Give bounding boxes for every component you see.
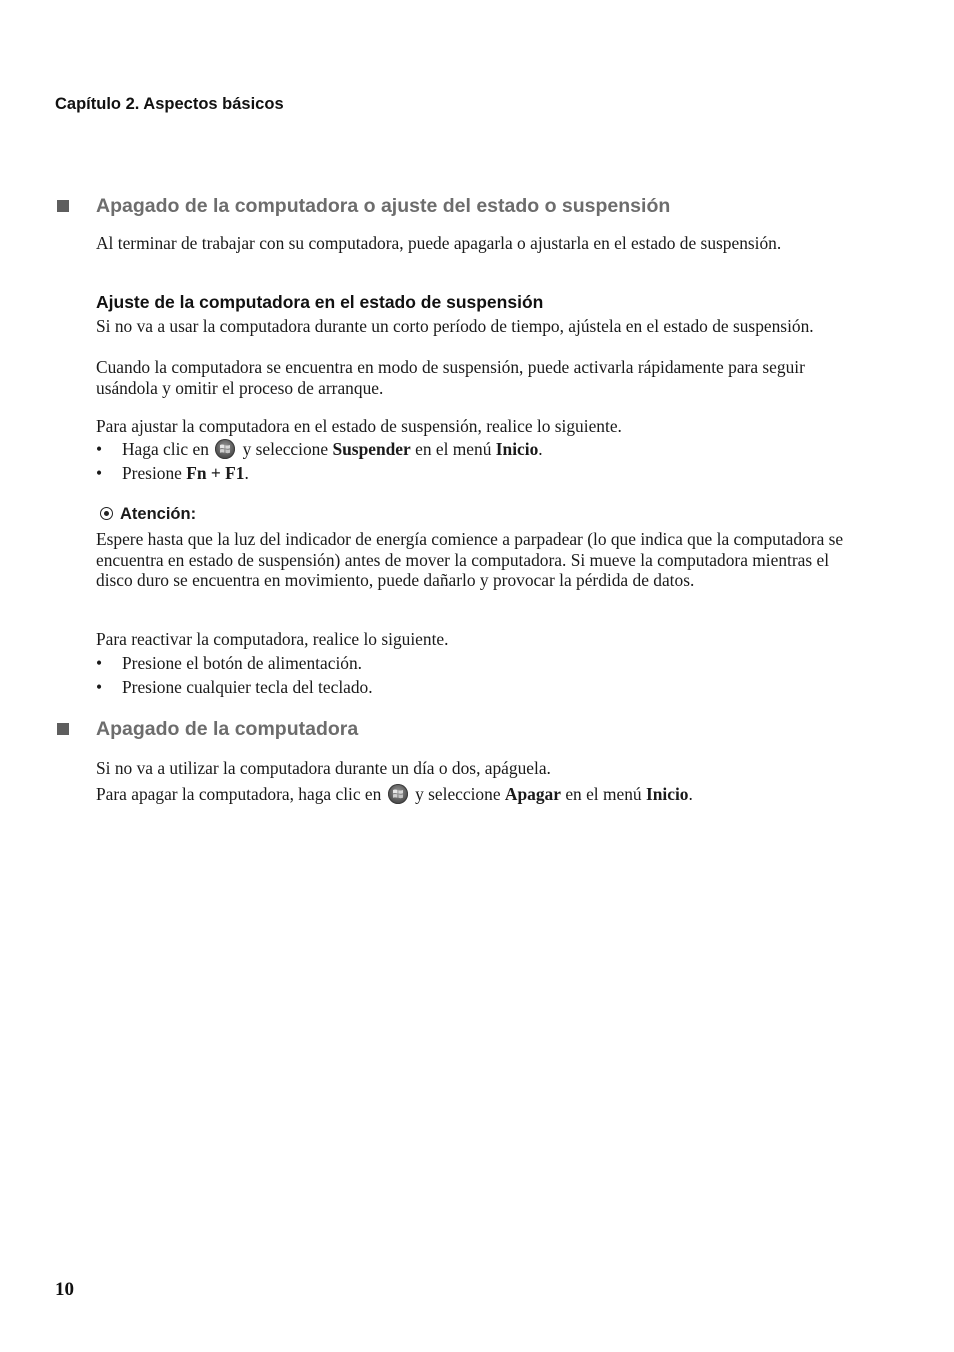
bullet-text: . [244,463,249,483]
square-bullet-icon [57,723,69,735]
attention-label: Atención: [120,505,197,523]
bullet-dot: • [96,677,103,697]
key-combination: Fn + F1 [186,463,245,483]
menu-option-apagar: Apagar [504,784,561,804]
menu-option-suspender: Suspender [332,439,411,459]
bullet-dot: • [96,653,103,673]
menu-name-inicio: Inicio [645,784,689,804]
attention-icon [100,507,113,520]
paragraph-text: en el menú [565,784,642,804]
chapter-header: Capítulo 2. Aspectos básicos [55,95,284,113]
windows-start-icon [215,439,235,459]
bullet-text: en el menú [415,439,492,459]
wake-lead: Para reactivar la computadora, realice lo siguiente. [96,629,449,649]
paragraph-text: Para apagar la computadora, haga clic en [96,784,382,804]
square-bullet-icon [57,200,69,212]
shutdown-paragraph-1: Si no va a utilizar la computadora durante un día o dos, apáguela. [96,758,551,778]
bullet-text: Haga clic en [122,439,209,459]
attention-heading [100,505,196,524]
attention-paragraph: Espere hasta que la luz del indicador de energía comience a parpadear (lo que indica que la computadora se encuentra en estado de suspensión) antes de mover la computadora. Si mueve la computadora mientras el disco duro se encuentra en movimiento, puede dañarlo y provocar la pérdida de datos. [96,529,844,591]
bullet-text: Presione [122,463,182,483]
windows-start-icon [388,784,408,804]
intro-paragraph: Al terminar de trabajar con su computadora, puede apagarla o ajustarla en el estado de suspensión. [96,233,782,253]
paragraph-text: . [688,784,693,804]
section-title: Apagado de la computadora o ajuste del estado o suspensión [96,195,671,217]
bullet-dot: • [96,463,103,483]
bullet-text: Presione cualquier tecla del teclado. [122,677,373,697]
paragraph-text: y seleccione [415,784,501,804]
section-title: Apagado de la computadora [96,718,359,740]
shutdown-paragraph-2 [96,784,866,805]
sleep-lead: Para ajustar la computadora en el estado de suspensión, realice lo siguiente. [96,416,622,436]
bullet-dot: • [96,439,103,459]
bullet-text: y seleccione [242,439,329,459]
sleep-paragraph-2: Cuando la computadora se encuentra en modo de suspensión, puede activarla rápidamente para seguir usándola y omitir el proceso de arranque. [96,357,805,398]
bullet-text: Presione el botón de alimentación. [122,653,363,673]
subsection-heading-sleep: Ajuste de la computadora en el estado de suspensión [96,292,544,312]
bullet-text: . [538,439,543,459]
sleep-paragraph-1: Si no va a usar la computadora durante un corto período de tiempo, ajústela en el estado de suspensión. [96,316,814,336]
page-number: 10 [55,1279,74,1300]
menu-name-inicio: Inicio [495,439,539,459]
